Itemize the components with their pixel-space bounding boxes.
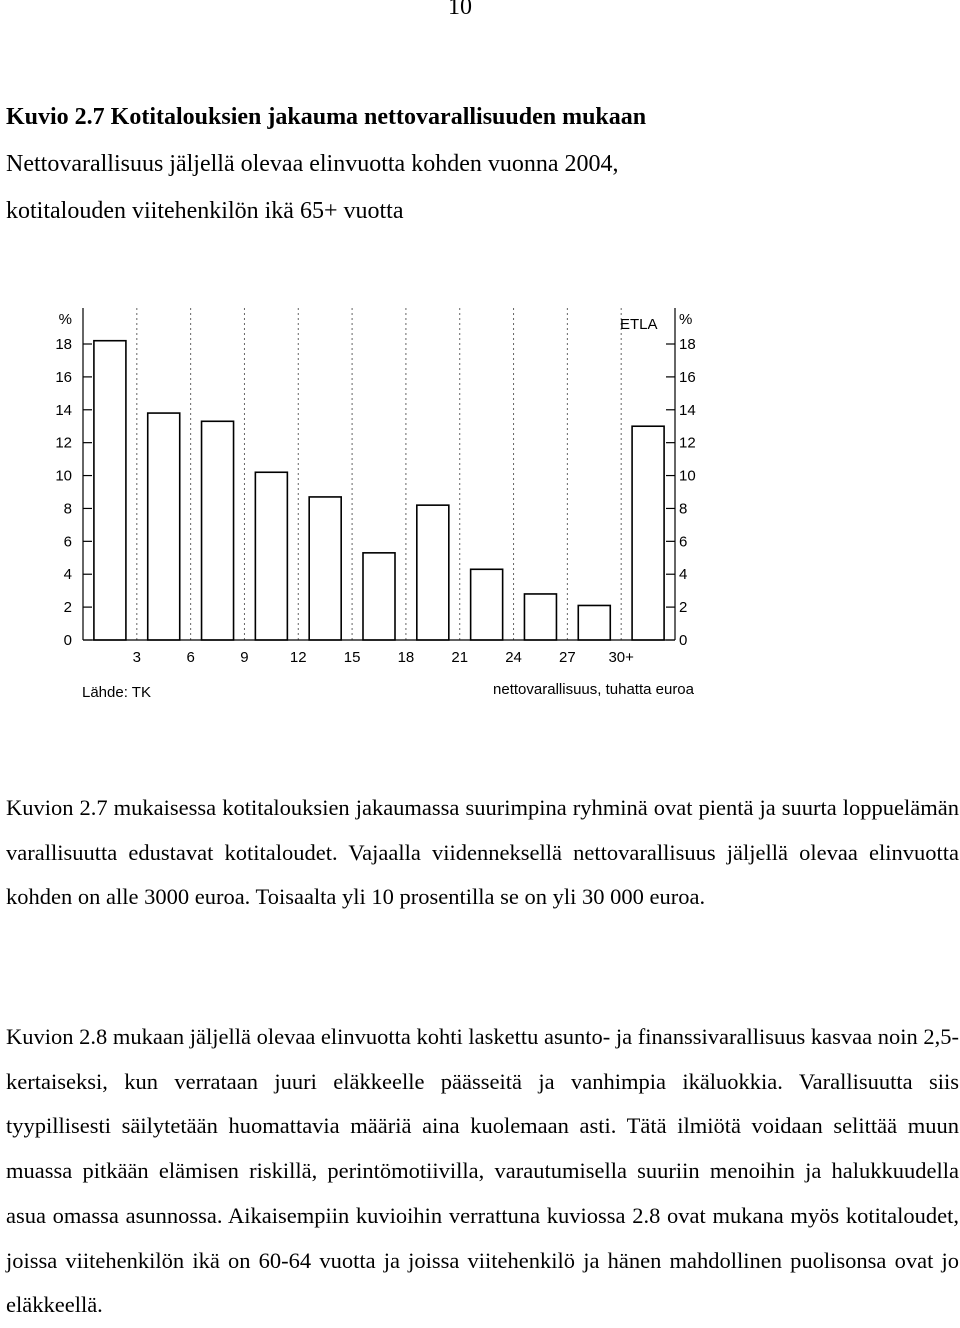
bar	[202, 421, 234, 640]
x-tick-label: 9	[240, 649, 249, 666]
bar	[255, 472, 287, 640]
paragraph-1: Kuvion 2.7 mukaisessa kotitalouksien jakaumassa suurimpina ryhminä ovat pientä ja suurta loppuelämän varallisuutta edustavat kotitaloudet. Vajaalla viidenneksellä nettovarallisuus jäljellä olevaa elinvuotta kohden on alle 3000 euroa. Toisaalta yli 10 prosentilla se on yli 30 000 euroa.	[6, 795, 959, 910]
x-tick-label: 24	[505, 649, 522, 666]
bar	[363, 553, 395, 640]
bars-layer	[94, 341, 664, 640]
y-tick-label-right: 18	[679, 336, 696, 353]
bar	[148, 413, 180, 640]
y-tick-label-left: 12	[55, 434, 72, 452]
bar	[471, 569, 503, 640]
x-axis-label: nettovarallisuus, tuhatta euroa	[493, 681, 694, 698]
left-y-unit: %	[58, 311, 72, 328]
y-tick-label-left: 4	[63, 566, 72, 584]
y-tick-label-right: 4	[679, 566, 688, 584]
y-tick-label-left: 14	[55, 401, 72, 419]
bar	[578, 605, 610, 640]
y-tick-label-right: 6	[679, 533, 688, 551]
y-tick-label-right: 14	[679, 401, 696, 419]
x-tick-label: 3	[132, 649, 141, 666]
x-tick-label: 21	[451, 649, 469, 666]
y-tick-label-right: 12	[679, 434, 696, 452]
y-tick-label-left: 2	[63, 599, 72, 617]
paragraph-2: Kuvion 2.8 mukaan jäljellä olevaa elinvuotta kohti laskettu asunto- ja finanssivarallisuus kasvaa noin 2,5-kertaiseksi, kun verrataan juuri eläkkeelle päässeitä ja vanhimpia ikäluokkia. Varallisuutta siis tyypillisesti säilytetään huomattavia määriä aina kuolemaan asti. Tätä ilmiötä voidaan selittää muun muassa pitkään elämisen riskillä, perintömotiivilla, varautumisella suuriin menoihin ja halukkuudella asua omassa asunnossa. Aikaisempiin kuvioihin verrattuna kuviossa 2.8 ovat mukana myös kotitaloudet, joissa viitehenkilön ikä on 60-64 vuotta ja joissa viitehenkilö ja hänen mahdollinen puolisonsa ovat jo eläkkeellä.	[6, 1024, 959, 1318]
y-tick-label-left: 6	[63, 533, 72, 551]
figure-title: Kuvio 2.7 Kotitalouksien jakauma nettovarallisuuden mukaan	[6, 104, 647, 130]
bar	[309, 497, 341, 640]
y-tick-label-left: 16	[55, 368, 72, 386]
y-tick-label-left: 8	[63, 500, 72, 518]
x-tick-label: 18	[397, 649, 415, 666]
x-tick-label: 6	[186, 649, 195, 666]
y-tick-label-right: 10	[679, 467, 696, 485]
bar	[94, 341, 126, 640]
y-tick-label-right: 16	[679, 368, 696, 386]
x-tick-label: 30+	[608, 649, 634, 666]
source-label: Lähde: TK	[82, 684, 151, 701]
y-tick-label-right: 0	[679, 632, 688, 649]
x-tick-label: 15	[343, 649, 361, 666]
y-tick-label-left: 10	[55, 467, 72, 485]
y-tick-label-left: 18	[55, 336, 72, 353]
right-y-unit: %	[679, 311, 693, 328]
bar	[524, 594, 556, 640]
figure-subtitle-line-2: kotitalouden viitehenkilön ikä 65+ vuotta	[6, 198, 404, 224]
figure-subtitle-line-1: Nettovarallisuus jäljellä olevaa elinvuotta kohden vuonna 2004,	[6, 151, 619, 177]
bar	[632, 426, 664, 640]
y-tick-label-right: 8	[679, 500, 688, 518]
bar-chart	[0, 300, 960, 710]
x-tick-label: 27	[559, 649, 576, 666]
brand-label: ETLA	[620, 316, 658, 333]
y-tick-label-left: 0	[63, 632, 72, 649]
y-tick-label-right: 2	[679, 599, 688, 617]
chart-svg	[0, 300, 960, 710]
page-number: 10	[448, 0, 472, 20]
bar	[417, 505, 449, 640]
x-tick-label: 12	[289, 649, 307, 666]
